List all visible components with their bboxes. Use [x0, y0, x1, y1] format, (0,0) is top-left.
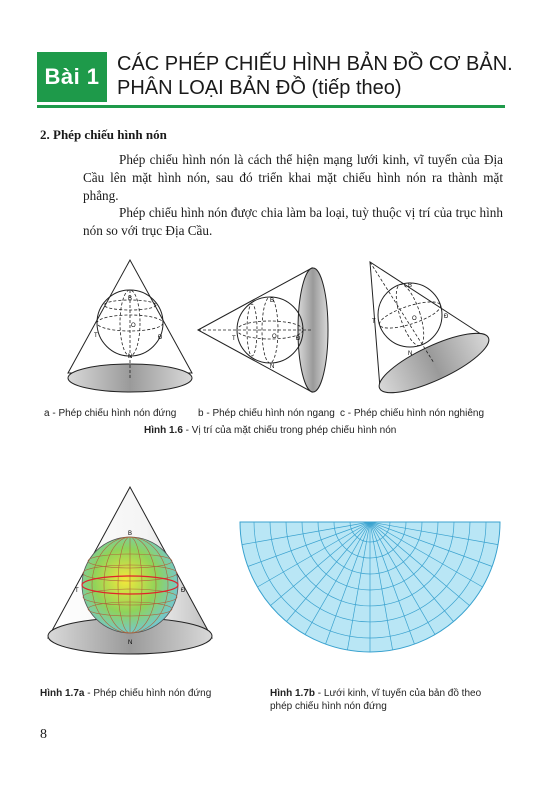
fig-b-label-n: N — [270, 364, 275, 370]
fig-7a-label-d: Đ — [181, 588, 186, 594]
fig-a-label-t: T — [94, 333, 98, 339]
lesson-title-line1: CÁC PHÉP CHIẾU HÌNH BẢN ĐỒ CƠ BẢN. — [117, 53, 513, 75]
fig-c-label-b: B — [408, 283, 413, 289]
caption-1-7b-label: Hình 1.7b — [270, 688, 316, 699]
figure-1-6a-upright-cone — [68, 260, 192, 392]
caption-1-7a — [40, 688, 211, 699]
caption-1-6-text: - Vị trí của mặt chiếu trong phép chiếu hình nón — [182, 425, 397, 436]
fig-a-label-d: Đ — [158, 335, 163, 341]
paragraph-2-text: Phép chiếu hình nón được chia làm ba loại, tuỳ thuộc vị trí của trục hình nón so với trục Địa Cầu. — [83, 205, 503, 238]
caption-1-7b — [270, 688, 481, 699]
fig-a-label-b: B — [128, 296, 133, 302]
figure-1-7a-globe-cone — [48, 487, 212, 654]
fig-b-label-t: T — [232, 336, 236, 342]
fig-a-label-n: N — [128, 354, 133, 360]
fig-c-label-o: O — [412, 316, 417, 322]
fig-a-label-o: O — [131, 323, 136, 329]
figure-1-6b-horizontal-cone — [198, 268, 328, 392]
fig-b-label-d: Đ — [296, 336, 301, 342]
fig-b-label-b: B — [270, 298, 275, 304]
caption-1-7b-line2-row: phép chiếu hình nón đứng — [270, 701, 387, 712]
caption-1-7a-text: - Phép chiếu hình nón đứng — [84, 688, 212, 699]
caption-1-6-label: Hình 1.6 — [144, 425, 183, 436]
fig-c-label-d: Đ — [444, 314, 449, 320]
caption-1-7b-line1: - Lưới kinh, vĩ tuyến của bản đồ theo — [315, 688, 482, 699]
figure-1-6c-oblique-cone — [370, 262, 496, 404]
caption-1-6b: b - Phép chiếu hình nón ngang — [198, 408, 335, 419]
fig-b-label-o: O — [272, 334, 277, 340]
section-heading: 2. Phép chiếu hình nón — [40, 127, 167, 142]
fig-7a-label-n: N — [128, 640, 133, 646]
caption-1-7a-label: Hình 1.7a — [40, 688, 85, 699]
page-number: 8 — [40, 727, 47, 742]
caption-1-6a: a - Phép chiếu hình nón đứng — [44, 408, 177, 419]
fig-7a-label-b: B — [128, 531, 133, 537]
lesson-title-line2: PHÂN LOẠI BẢN ĐỒ (tiếp theo) — [117, 77, 402, 99]
caption-1-6c: c - Phép chiếu hình nón nghiêng — [340, 408, 484, 419]
fig-7a-label-t: T — [75, 588, 79, 594]
lesson-badge: Bài 1 — [37, 52, 107, 102]
figure-1-7b-conic-graticule — [240, 522, 500, 652]
fig-c-label-t: T — [372, 319, 376, 325]
caption-1-6 — [144, 425, 396, 436]
paragraph-1-text: Phép chiếu hình nón là cách thể hiện mạng lưới kinh, vĩ tuyến của Địa Cầu lên mặt hình nón, sau đó triển khai mặt chiếu hình nón ra thành mặt phẳng. — [83, 152, 503, 203]
fig-c-label-n: N — [408, 351, 413, 357]
